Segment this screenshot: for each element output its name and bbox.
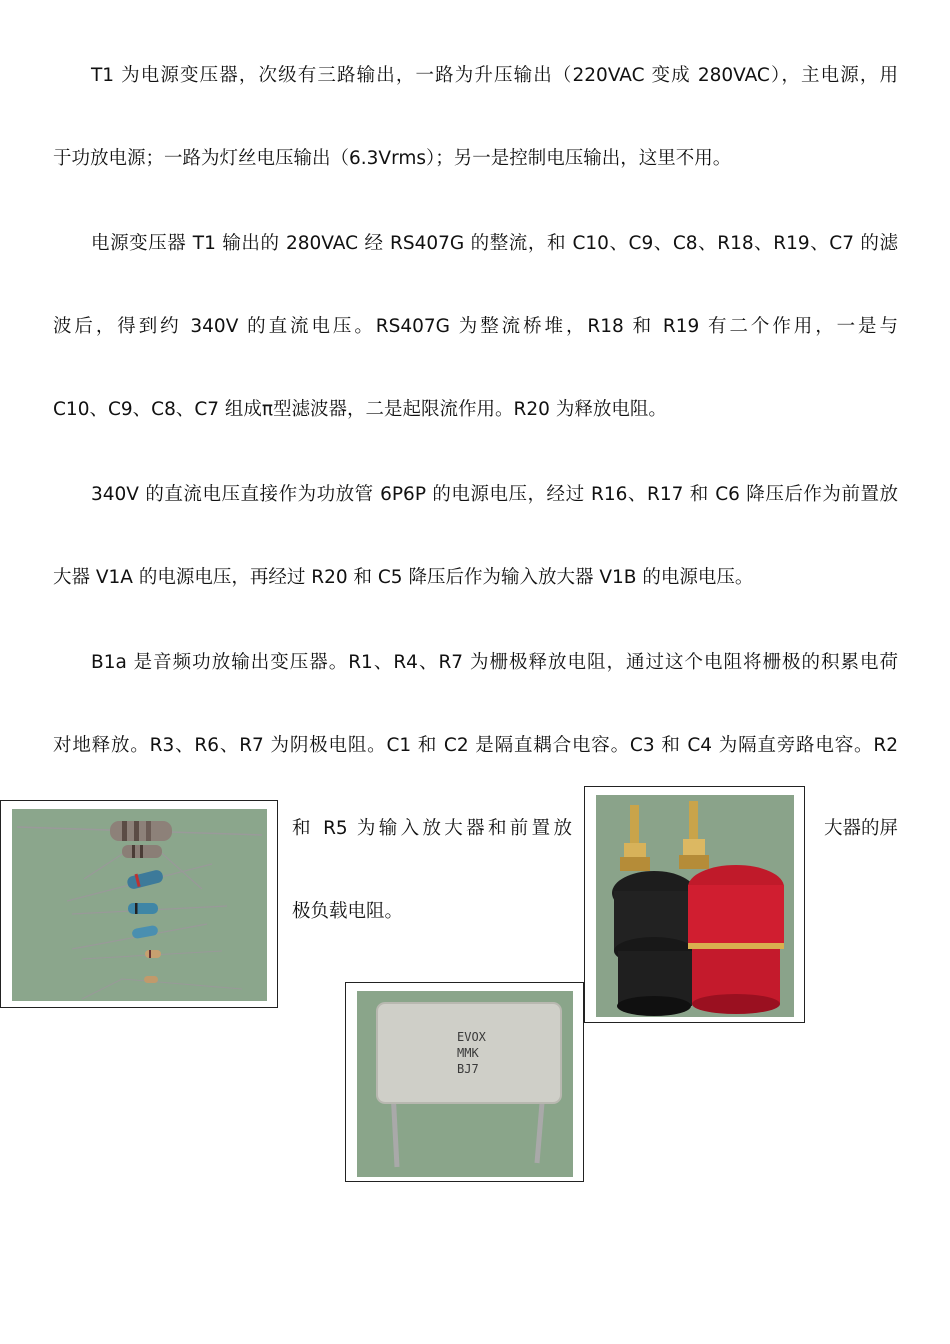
text-line: 电源变压器 T1 输出的 280VAC 经 RS407G 的整流，和 C10、C9、C8、R18、R19、C7 的滤: [91, 233, 898, 254]
text-line: 波后，得到约 340V 的直流电压。RS407G 为整流桥堆，R18 和 R19 有二个作用，一是与: [53, 316, 898, 337]
terminals-photo-frame: [584, 786, 805, 1023]
text-line: 大器 V1A 的电源电压，再经过 R20 和 C5 降压后作为输入放大器 V1B 的电源电压。: [53, 567, 754, 588]
capacitor-marking-line1: EVOX: [457, 1030, 486, 1044]
text-line: B1a 是音频功放输出变压器。R1、R4、R7 为栅极释放电阻，通过这个电阻将栅极的积累电荷: [91, 652, 898, 673]
resistors-photo: [12, 809, 267, 1001]
terminals-photo: [596, 795, 794, 1017]
resistors-photo-frame: [0, 800, 278, 1008]
text-line: 于功放电源；一路为灯丝电压输出（6.3Vrms）；另一是控制电压输出，这里不用。: [53, 148, 732, 169]
capacitor-marking-line2: MMK: [457, 1046, 479, 1060]
text-line: 对地释放。R3、R6、R7 为阴极电阻。C1 和 C2 是隔直耦合电容。C3 和 C4 为隔直旁路电容。R2: [53, 735, 898, 756]
text-line: C10、C9、C8、C7 组成π型滤波器，二是起限流作用。R20 为释放电阻。: [53, 399, 667, 420]
text-line: T1 为电源变压器，次级有三路输出，一路为升压输出（220VAC 变成 280VAC），主电源，用: [91, 65, 898, 86]
capacitor-photo: [357, 991, 573, 1177]
capacitor-photo-frame: [345, 982, 584, 1182]
capacitor-marking-line3: BJ7: [457, 1062, 479, 1076]
text-line: 340V 的直流电压直接作为功放管 6P6P 的电源电压，经过 R16、R17 和 C6 降压后作为前置放: [91, 484, 898, 505]
text-line: 大器的屏: [823, 818, 898, 839]
text-line: 极负载电阻。: [292, 901, 404, 922]
text-line: 和 R5 为输入放大器和前置放: [292, 818, 572, 839]
